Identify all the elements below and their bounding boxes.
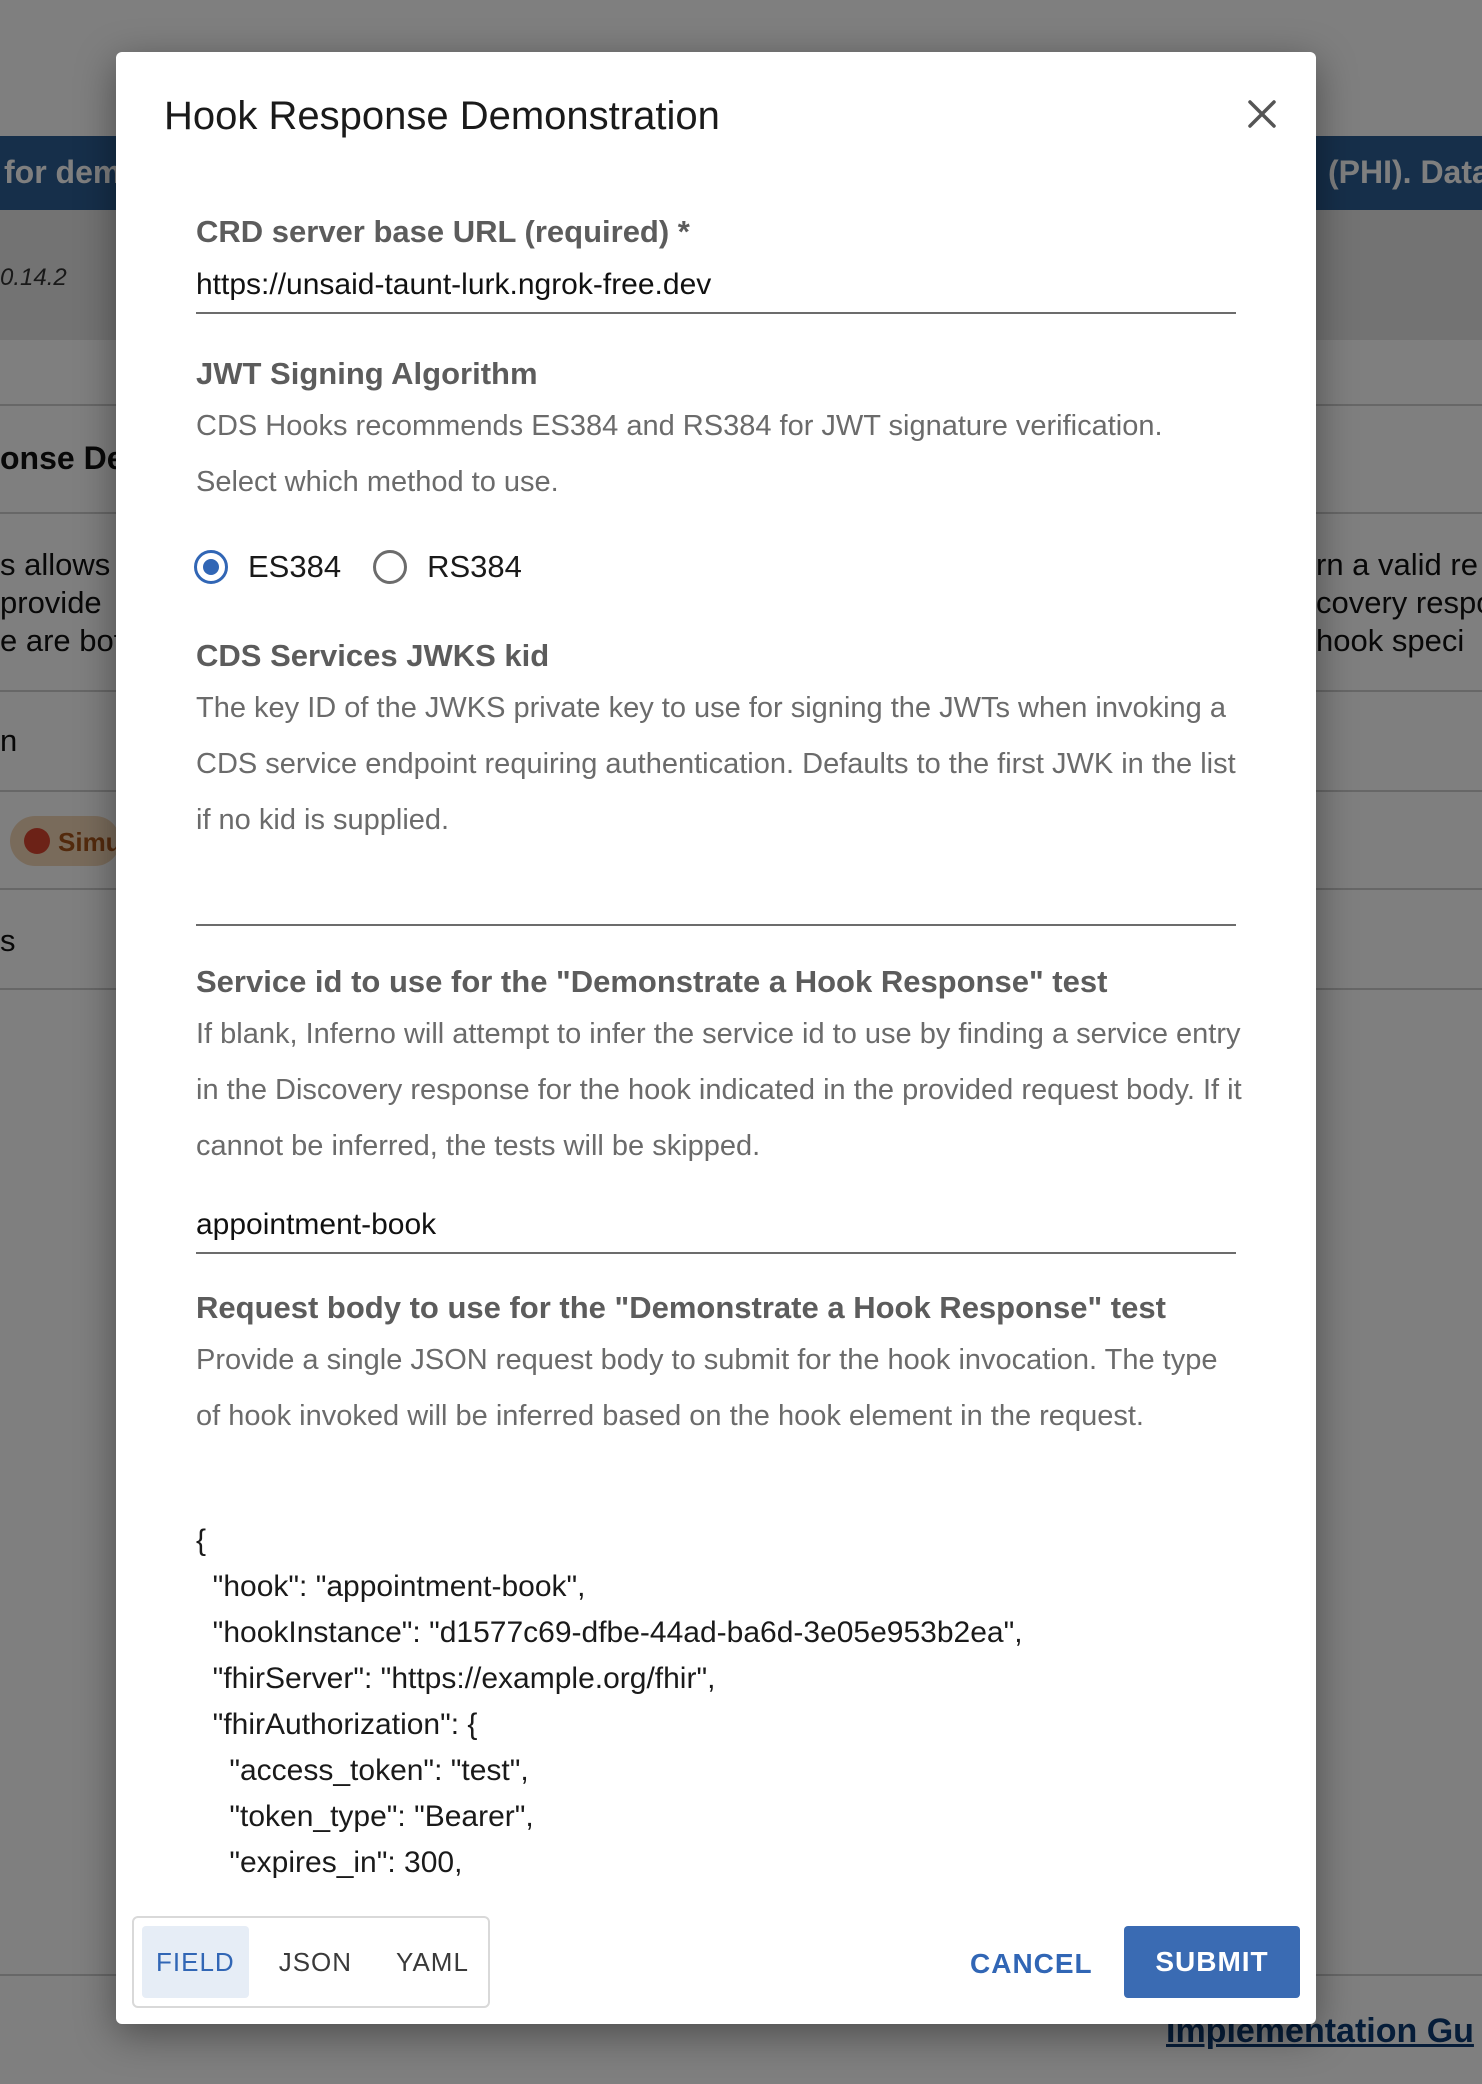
radio-es384-label: ES384 xyxy=(248,549,342,584)
cancel-button[interactable]: CANCEL xyxy=(970,1948,1093,1979)
service-id-input[interactable] xyxy=(196,1198,1236,1254)
radio-es384[interactable] xyxy=(194,549,341,585)
tab-field[interactable]: FIELD xyxy=(142,1926,249,1998)
jwks-kid-input[interactable] xyxy=(196,870,1236,926)
tab-yaml[interactable]: YAML xyxy=(396,1946,469,1977)
radio-rs384-label: RS384 xyxy=(427,549,522,584)
request-body-label: Request body to use for the "Demonstrate a Hook Response" test xyxy=(196,1290,1166,1325)
hook-response-dialog xyxy=(116,52,1316,2024)
submit-button[interactable]: SUBMIT xyxy=(1124,1926,1300,1998)
radio-checked-icon[interactable] xyxy=(194,550,228,584)
input-format-toggle xyxy=(132,1916,490,2008)
radio-rs384[interactable] xyxy=(373,549,522,585)
radio-unchecked-icon[interactable] xyxy=(373,550,407,584)
jwt-algorithm-radio-group xyxy=(194,542,554,592)
crd-url-label: CRD server base URL (required) * xyxy=(196,214,690,249)
jwt-algorithm-label: JWT Signing Algorithm xyxy=(196,356,538,391)
request-body-description: Provide a single JSON request body to submit for the hook invocation. The type of hook invoked will be inferred based on the hook element in the request. xyxy=(196,1344,1218,1432)
service-id-label: Service id to use for the "Demonstrate a Hook Response" test xyxy=(196,964,1108,999)
request-body-textarea[interactable]: { "hook": "appointment-book", "hookInstance": "d1577c69-dfbe-44ad-ba6d-3e05e953b2ea", "fhirServer": "https://example.org/fhir", "fhirAuthorization": { "access_token": "test", "token_type": "Bearer", "expires_in": 300, xyxy=(196,1524,1023,1879)
jwks-kid-label: CDS Services JWKS kid xyxy=(196,638,550,673)
tab-json[interactable]: JSON xyxy=(278,1946,353,1977)
dialog-title: Hook Response Demonstration xyxy=(164,94,720,138)
close-icon xyxy=(1234,86,1290,142)
close-button[interactable] xyxy=(1234,86,1290,142)
service-id-description: If blank, Inferno will attempt to infer the service id to use by finding a service entry in the Discovery response for the hook indicated in the provided request body. If it cannot be inferred, the tests will be skipped. xyxy=(196,1018,1242,1162)
crd-url-input[interactable] xyxy=(196,258,1236,314)
jwt-algorithm-description: CDS Hooks recommends ES384 and RS384 for JWT signature verification. Select which method to use. xyxy=(196,410,1163,498)
jwks-kid-description: The key ID of the JWKS private key to use for signing the JWTs when invoking a CDS service endpoint requiring authentication. Defaults to the first JWK in the list if no kid is supplied. xyxy=(196,692,1236,836)
